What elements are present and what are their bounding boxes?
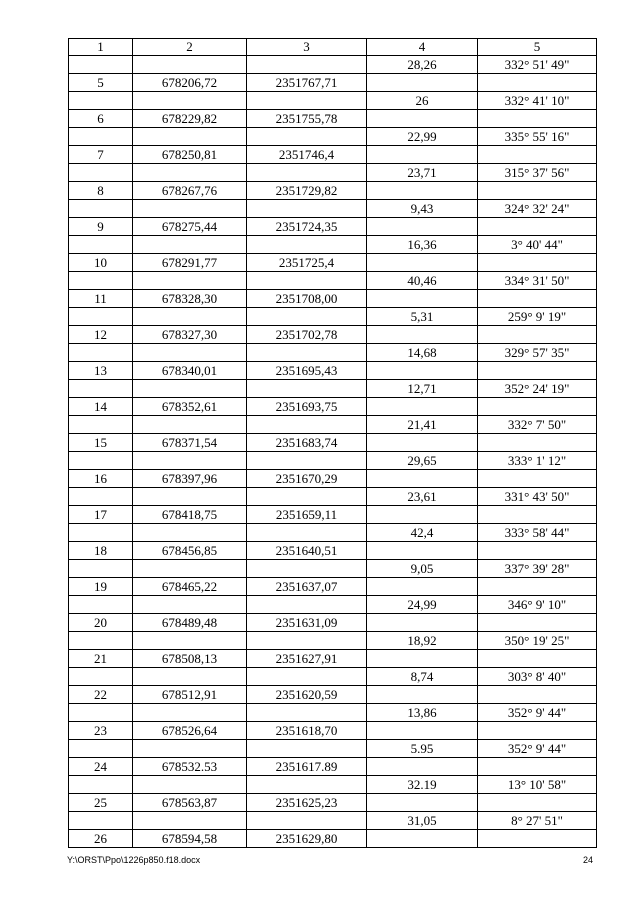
cell-bearing — [478, 326, 597, 344]
segment-row — [69, 92, 597, 110]
segment-row — [69, 236, 597, 254]
cell-y-coordinate: 2351702,78 — [247, 326, 367, 344]
cell-distance — [367, 254, 478, 272]
cell-distance — [367, 290, 478, 308]
cell-point-number: 8 — [69, 182, 133, 200]
segment-row — [69, 308, 597, 326]
cell-distance — [367, 218, 478, 236]
cell-point-number: 13 — [69, 362, 133, 380]
cell-distance — [367, 722, 478, 740]
cell-bearing: 329° 57' 35" — [478, 344, 597, 362]
cell-x-coordinate: 678489,48 — [133, 614, 247, 632]
cell-y-coordinate — [247, 344, 367, 362]
cell-bearing: 352° 9' 44" — [478, 740, 597, 758]
cell-y-coordinate — [247, 272, 367, 290]
cell-x-coordinate: 678267,76 — [133, 182, 247, 200]
cell-x-coordinate — [133, 200, 247, 218]
cell-point-number: 15 — [69, 434, 133, 452]
cell-point-number — [69, 776, 133, 794]
cell-x-coordinate: 678229,82 — [133, 110, 247, 128]
cell-bearing — [478, 722, 597, 740]
point-row — [69, 578, 597, 596]
cell-distance: 14,68 — [367, 344, 478, 362]
cell-bearing: 8° 27' 51" — [478, 812, 597, 830]
cell-bearing — [478, 74, 597, 92]
cell-y-coordinate — [247, 164, 367, 182]
cell-distance: 18,92 — [367, 632, 478, 650]
cell-x-coordinate: 678206,72 — [133, 74, 247, 92]
cell-distance — [367, 650, 478, 668]
cell-y-coordinate — [247, 416, 367, 434]
cell-bearing — [478, 578, 597, 596]
cell-bearing — [478, 506, 597, 524]
cell-x-coordinate: 678594,58 — [133, 830, 247, 848]
segment-row — [69, 812, 597, 830]
cell-point-number — [69, 596, 133, 614]
segment-row — [69, 380, 597, 398]
cell-point-number: 17 — [69, 506, 133, 524]
cell-y-coordinate: 2351629,80 — [247, 830, 367, 848]
cell-x-coordinate — [133, 344, 247, 362]
cell-x-coordinate: 678397,96 — [133, 470, 247, 488]
cell-bearing — [478, 110, 597, 128]
cell-bearing: 352° 24' 19" — [478, 380, 597, 398]
footer-file-path: Y:\ORST\Ppo\1226p850.f18.docx — [67, 855, 201, 865]
cell-point-number: 9 — [69, 218, 133, 236]
segment-row — [69, 344, 597, 362]
cell-y-coordinate — [247, 308, 367, 326]
cell-bearing: 332° 51' 49" — [478, 56, 597, 74]
cell-y-coordinate: 2351683,74 — [247, 434, 367, 452]
cell-point-number: 6 — [69, 110, 133, 128]
cell-x-coordinate: 678371,54 — [133, 434, 247, 452]
cell-bearing — [478, 290, 597, 308]
cell-bearing: 350° 19' 25" — [478, 632, 597, 650]
cell-distance — [367, 110, 478, 128]
segment-row — [69, 524, 597, 542]
cell-y-coordinate: 2351670,29 — [247, 470, 367, 488]
segment-row — [69, 272, 597, 290]
cell-y-coordinate: 2351724,35 — [247, 218, 367, 236]
cell-point-number — [69, 668, 133, 686]
cell-bearing: 331° 43' 50" — [478, 488, 597, 506]
cell-y-coordinate — [247, 524, 367, 542]
cell-distance — [367, 434, 478, 452]
cell-distance — [367, 398, 478, 416]
cell-y-coordinate — [247, 128, 367, 146]
cell-bearing: 346° 9' 10" — [478, 596, 597, 614]
cell-y-coordinate — [247, 236, 367, 254]
cell-y-coordinate: 2351620,59 — [247, 686, 367, 704]
segment-row — [69, 488, 597, 506]
cell-x-coordinate: 678456,85 — [133, 542, 247, 560]
cell-distance — [367, 470, 478, 488]
cell-x-coordinate — [133, 632, 247, 650]
cell-bearing — [478, 686, 597, 704]
cell-point-number — [69, 488, 133, 506]
cell-y-coordinate — [247, 488, 367, 506]
header-cell-distance: 4 — [367, 39, 478, 56]
point-row — [69, 434, 597, 452]
segment-row — [69, 164, 597, 182]
header-cell-y: 3 — [247, 39, 367, 56]
cell-y-coordinate: 2351627,91 — [247, 650, 367, 668]
point-row — [69, 794, 597, 812]
cell-point-number — [69, 92, 133, 110]
segment-row — [69, 452, 597, 470]
cell-point-number — [69, 740, 133, 758]
cell-distance: 5,31 — [367, 308, 478, 326]
cell-bearing — [478, 470, 597, 488]
header-cell-point-number: 1 — [69, 39, 133, 56]
cell-point-number: 11 — [69, 290, 133, 308]
cell-distance: 26 — [367, 92, 478, 110]
cell-distance: 29,65 — [367, 452, 478, 470]
point-row — [69, 542, 597, 560]
point-row — [69, 686, 597, 704]
cell-distance — [367, 362, 478, 380]
cell-y-coordinate — [247, 812, 367, 830]
cell-y-coordinate: 2351617.89 — [247, 758, 367, 776]
cell-y-coordinate: 2351659,11 — [247, 506, 367, 524]
cell-x-coordinate — [133, 308, 247, 326]
cell-x-coordinate: 678532.53 — [133, 758, 247, 776]
point-row — [69, 650, 597, 668]
cell-point-number: 21 — [69, 650, 133, 668]
cell-point-number: 19 — [69, 578, 133, 596]
cell-x-coordinate: 678526,64 — [133, 722, 247, 740]
cell-point-number — [69, 704, 133, 722]
cell-bearing — [478, 362, 597, 380]
cell-distance: 31,05 — [367, 812, 478, 830]
cell-y-coordinate: 2351695,43 — [247, 362, 367, 380]
segment-row — [69, 632, 597, 650]
cell-point-number — [69, 236, 133, 254]
cell-point-number — [69, 632, 133, 650]
segment-row — [69, 200, 597, 218]
cell-point-number — [69, 812, 133, 830]
cell-distance — [367, 146, 478, 164]
cell-distance: 42,4 — [367, 524, 478, 542]
cell-x-coordinate: 678327,30 — [133, 326, 247, 344]
cell-bearing: 315° 37' 56" — [478, 164, 597, 182]
cell-x-coordinate: 678508,13 — [133, 650, 247, 668]
cell-distance — [367, 758, 478, 776]
cell-y-coordinate — [247, 200, 367, 218]
cell-point-number: 10 — [69, 254, 133, 272]
cell-point-number — [69, 56, 133, 74]
cell-distance: 28,26 — [367, 56, 478, 74]
cell-x-coordinate — [133, 416, 247, 434]
cell-distance: 21,41 — [367, 416, 478, 434]
cell-point-number: 18 — [69, 542, 133, 560]
cell-x-coordinate: 678328,30 — [133, 290, 247, 308]
cell-bearing — [478, 182, 597, 200]
cell-bearing — [478, 794, 597, 812]
cell-bearing: 352° 9' 44" — [478, 704, 597, 722]
cell-distance: 13,86 — [367, 704, 478, 722]
header-cell-bearing: 5 — [478, 39, 597, 56]
cell-distance: 5.95 — [367, 740, 478, 758]
cell-distance: 40,46 — [367, 272, 478, 290]
cell-y-coordinate — [247, 92, 367, 110]
point-row — [69, 218, 597, 236]
cell-y-coordinate — [247, 56, 367, 74]
cell-distance — [367, 686, 478, 704]
cell-bearing — [478, 830, 597, 848]
cell-bearing — [478, 218, 597, 236]
cell-y-coordinate — [247, 776, 367, 794]
cell-x-coordinate — [133, 812, 247, 830]
cell-x-coordinate: 678512,91 — [133, 686, 247, 704]
cell-bearing — [478, 146, 597, 164]
cell-y-coordinate: 2351725,4 — [247, 254, 367, 272]
cell-bearing: 332° 41' 10" — [478, 92, 597, 110]
segment-row — [69, 704, 597, 722]
cell-x-coordinate — [133, 380, 247, 398]
cell-point-number — [69, 128, 133, 146]
cell-bearing: 333° 1' 12" — [478, 452, 597, 470]
cell-distance: 23,71 — [367, 164, 478, 182]
cell-distance — [367, 326, 478, 344]
cell-y-coordinate — [247, 704, 367, 722]
cell-x-coordinate — [133, 452, 247, 470]
cell-y-coordinate — [247, 596, 367, 614]
cell-distance: 22,99 — [367, 128, 478, 146]
cell-x-coordinate: 678418,75 — [133, 506, 247, 524]
cell-y-coordinate: 2351631,09 — [247, 614, 367, 632]
point-row — [69, 398, 597, 416]
cell-distance: 32.19 — [367, 776, 478, 794]
cell-bearing: 333° 58' 44" — [478, 524, 597, 542]
cell-point-number — [69, 560, 133, 578]
point-row — [69, 74, 597, 92]
cell-y-coordinate: 2351755,78 — [247, 110, 367, 128]
point-row — [69, 362, 597, 380]
cell-distance — [367, 74, 478, 92]
cell-y-coordinate — [247, 668, 367, 686]
cell-distance — [367, 614, 478, 632]
cell-y-coordinate: 2351625,23 — [247, 794, 367, 812]
cell-y-coordinate — [247, 452, 367, 470]
cell-x-coordinate — [133, 668, 247, 686]
cell-y-coordinate: 2351618,70 — [247, 722, 367, 740]
cell-x-coordinate: 678352,61 — [133, 398, 247, 416]
cell-distance — [367, 830, 478, 848]
cell-bearing — [478, 254, 597, 272]
cell-point-number — [69, 452, 133, 470]
cell-point-number: 23 — [69, 722, 133, 740]
cell-bearing — [478, 398, 597, 416]
cell-bearing: 335° 55' 16" — [478, 128, 597, 146]
cell-bearing: 324° 32' 24" — [478, 200, 597, 218]
cell-x-coordinate — [133, 92, 247, 110]
cell-point-number: 7 — [69, 146, 133, 164]
segment-row — [69, 740, 597, 758]
cell-x-coordinate: 678275,44 — [133, 218, 247, 236]
cell-x-coordinate — [133, 776, 247, 794]
cell-bearing: 337° 39' 28" — [478, 560, 597, 578]
point-row — [69, 722, 597, 740]
header-cell-x: 2 — [133, 39, 247, 56]
cell-bearing: 13° 10' 58" — [478, 776, 597, 794]
cell-x-coordinate — [133, 524, 247, 542]
segment-row — [69, 596, 597, 614]
table-body — [69, 56, 597, 848]
cell-distance — [367, 542, 478, 560]
cell-point-number: 5 — [69, 74, 133, 92]
cell-distance: 9,05 — [367, 560, 478, 578]
coordinates-table — [68, 38, 597, 848]
cell-x-coordinate: 678465,22 — [133, 578, 247, 596]
cell-bearing: 332° 7' 50" — [478, 416, 597, 434]
cell-bearing — [478, 614, 597, 632]
cell-distance: 12,71 — [367, 380, 478, 398]
cell-x-coordinate — [133, 560, 247, 578]
cell-distance: 9,43 — [367, 200, 478, 218]
cell-x-coordinate: 678563,87 — [133, 794, 247, 812]
cell-y-coordinate — [247, 560, 367, 578]
cell-y-coordinate: 2351708,00 — [247, 290, 367, 308]
point-row — [69, 110, 597, 128]
cell-point-number: 24 — [69, 758, 133, 776]
cell-point-number — [69, 344, 133, 362]
segment-row — [69, 668, 597, 686]
footer-page-number: 24 — [582, 855, 593, 865]
cell-distance — [367, 506, 478, 524]
point-row — [69, 182, 597, 200]
cell-bearing: 334° 31' 50" — [478, 272, 597, 290]
cell-x-coordinate — [133, 164, 247, 182]
cell-x-coordinate — [133, 596, 247, 614]
cell-bearing — [478, 650, 597, 668]
cell-x-coordinate — [133, 236, 247, 254]
cell-x-coordinate — [133, 704, 247, 722]
cell-y-coordinate: 2351693,75 — [247, 398, 367, 416]
point-row — [69, 506, 597, 524]
segment-row — [69, 416, 597, 434]
point-row — [69, 290, 597, 308]
cell-y-coordinate — [247, 632, 367, 650]
cell-point-number: 25 — [69, 794, 133, 812]
cell-point-number — [69, 524, 133, 542]
table-header-row — [69, 39, 597, 56]
cell-bearing: 3° 40' 44" — [478, 236, 597, 254]
cell-distance — [367, 578, 478, 596]
cell-x-coordinate: 678291,77 — [133, 254, 247, 272]
cell-bearing — [478, 758, 597, 776]
cell-point-number: 16 — [69, 470, 133, 488]
point-row — [69, 470, 597, 488]
point-row — [69, 146, 597, 164]
cell-y-coordinate: 2351767,71 — [247, 74, 367, 92]
cell-point-number — [69, 308, 133, 326]
cell-point-number: 12 — [69, 326, 133, 344]
segment-row — [69, 560, 597, 578]
point-row — [69, 254, 597, 272]
cell-point-number — [69, 416, 133, 434]
point-row — [69, 758, 597, 776]
cell-point-number: 20 — [69, 614, 133, 632]
segment-row — [69, 128, 597, 146]
point-row — [69, 830, 597, 848]
point-row — [69, 326, 597, 344]
cell-x-coordinate — [133, 272, 247, 290]
cell-point-number: 22 — [69, 686, 133, 704]
cell-x-coordinate — [133, 740, 247, 758]
cell-bearing: 303° 8' 40" — [478, 668, 597, 686]
cell-y-coordinate — [247, 740, 367, 758]
cell-x-coordinate — [133, 56, 247, 74]
cell-distance: 8,74 — [367, 668, 478, 686]
cell-y-coordinate: 2351729,82 — [247, 182, 367, 200]
segment-row — [69, 56, 597, 74]
cell-point-number: 26 — [69, 830, 133, 848]
cell-point-number — [69, 272, 133, 290]
cell-x-coordinate — [133, 488, 247, 506]
cell-y-coordinate: 2351746,4 — [247, 146, 367, 164]
cell-x-coordinate: 678250,81 — [133, 146, 247, 164]
point-row — [69, 614, 597, 632]
cell-y-coordinate — [247, 380, 367, 398]
cell-y-coordinate: 2351640,51 — [247, 542, 367, 560]
cell-bearing — [478, 434, 597, 452]
cell-x-coordinate: 678340,01 — [133, 362, 247, 380]
cell-point-number: 14 — [69, 398, 133, 416]
cell-y-coordinate: 2351637,07 — [247, 578, 367, 596]
cell-point-number — [69, 164, 133, 182]
cell-point-number — [69, 200, 133, 218]
segment-row — [69, 776, 597, 794]
cell-distance: 24,99 — [367, 596, 478, 614]
cell-bearing: 259° 9' 19" — [478, 308, 597, 326]
cell-x-coordinate — [133, 128, 247, 146]
cell-bearing — [478, 542, 597, 560]
cell-distance — [367, 182, 478, 200]
cell-distance: 16,36 — [367, 236, 478, 254]
cell-point-number — [69, 380, 133, 398]
cell-distance: 23,61 — [367, 488, 478, 506]
cell-distance — [367, 794, 478, 812]
